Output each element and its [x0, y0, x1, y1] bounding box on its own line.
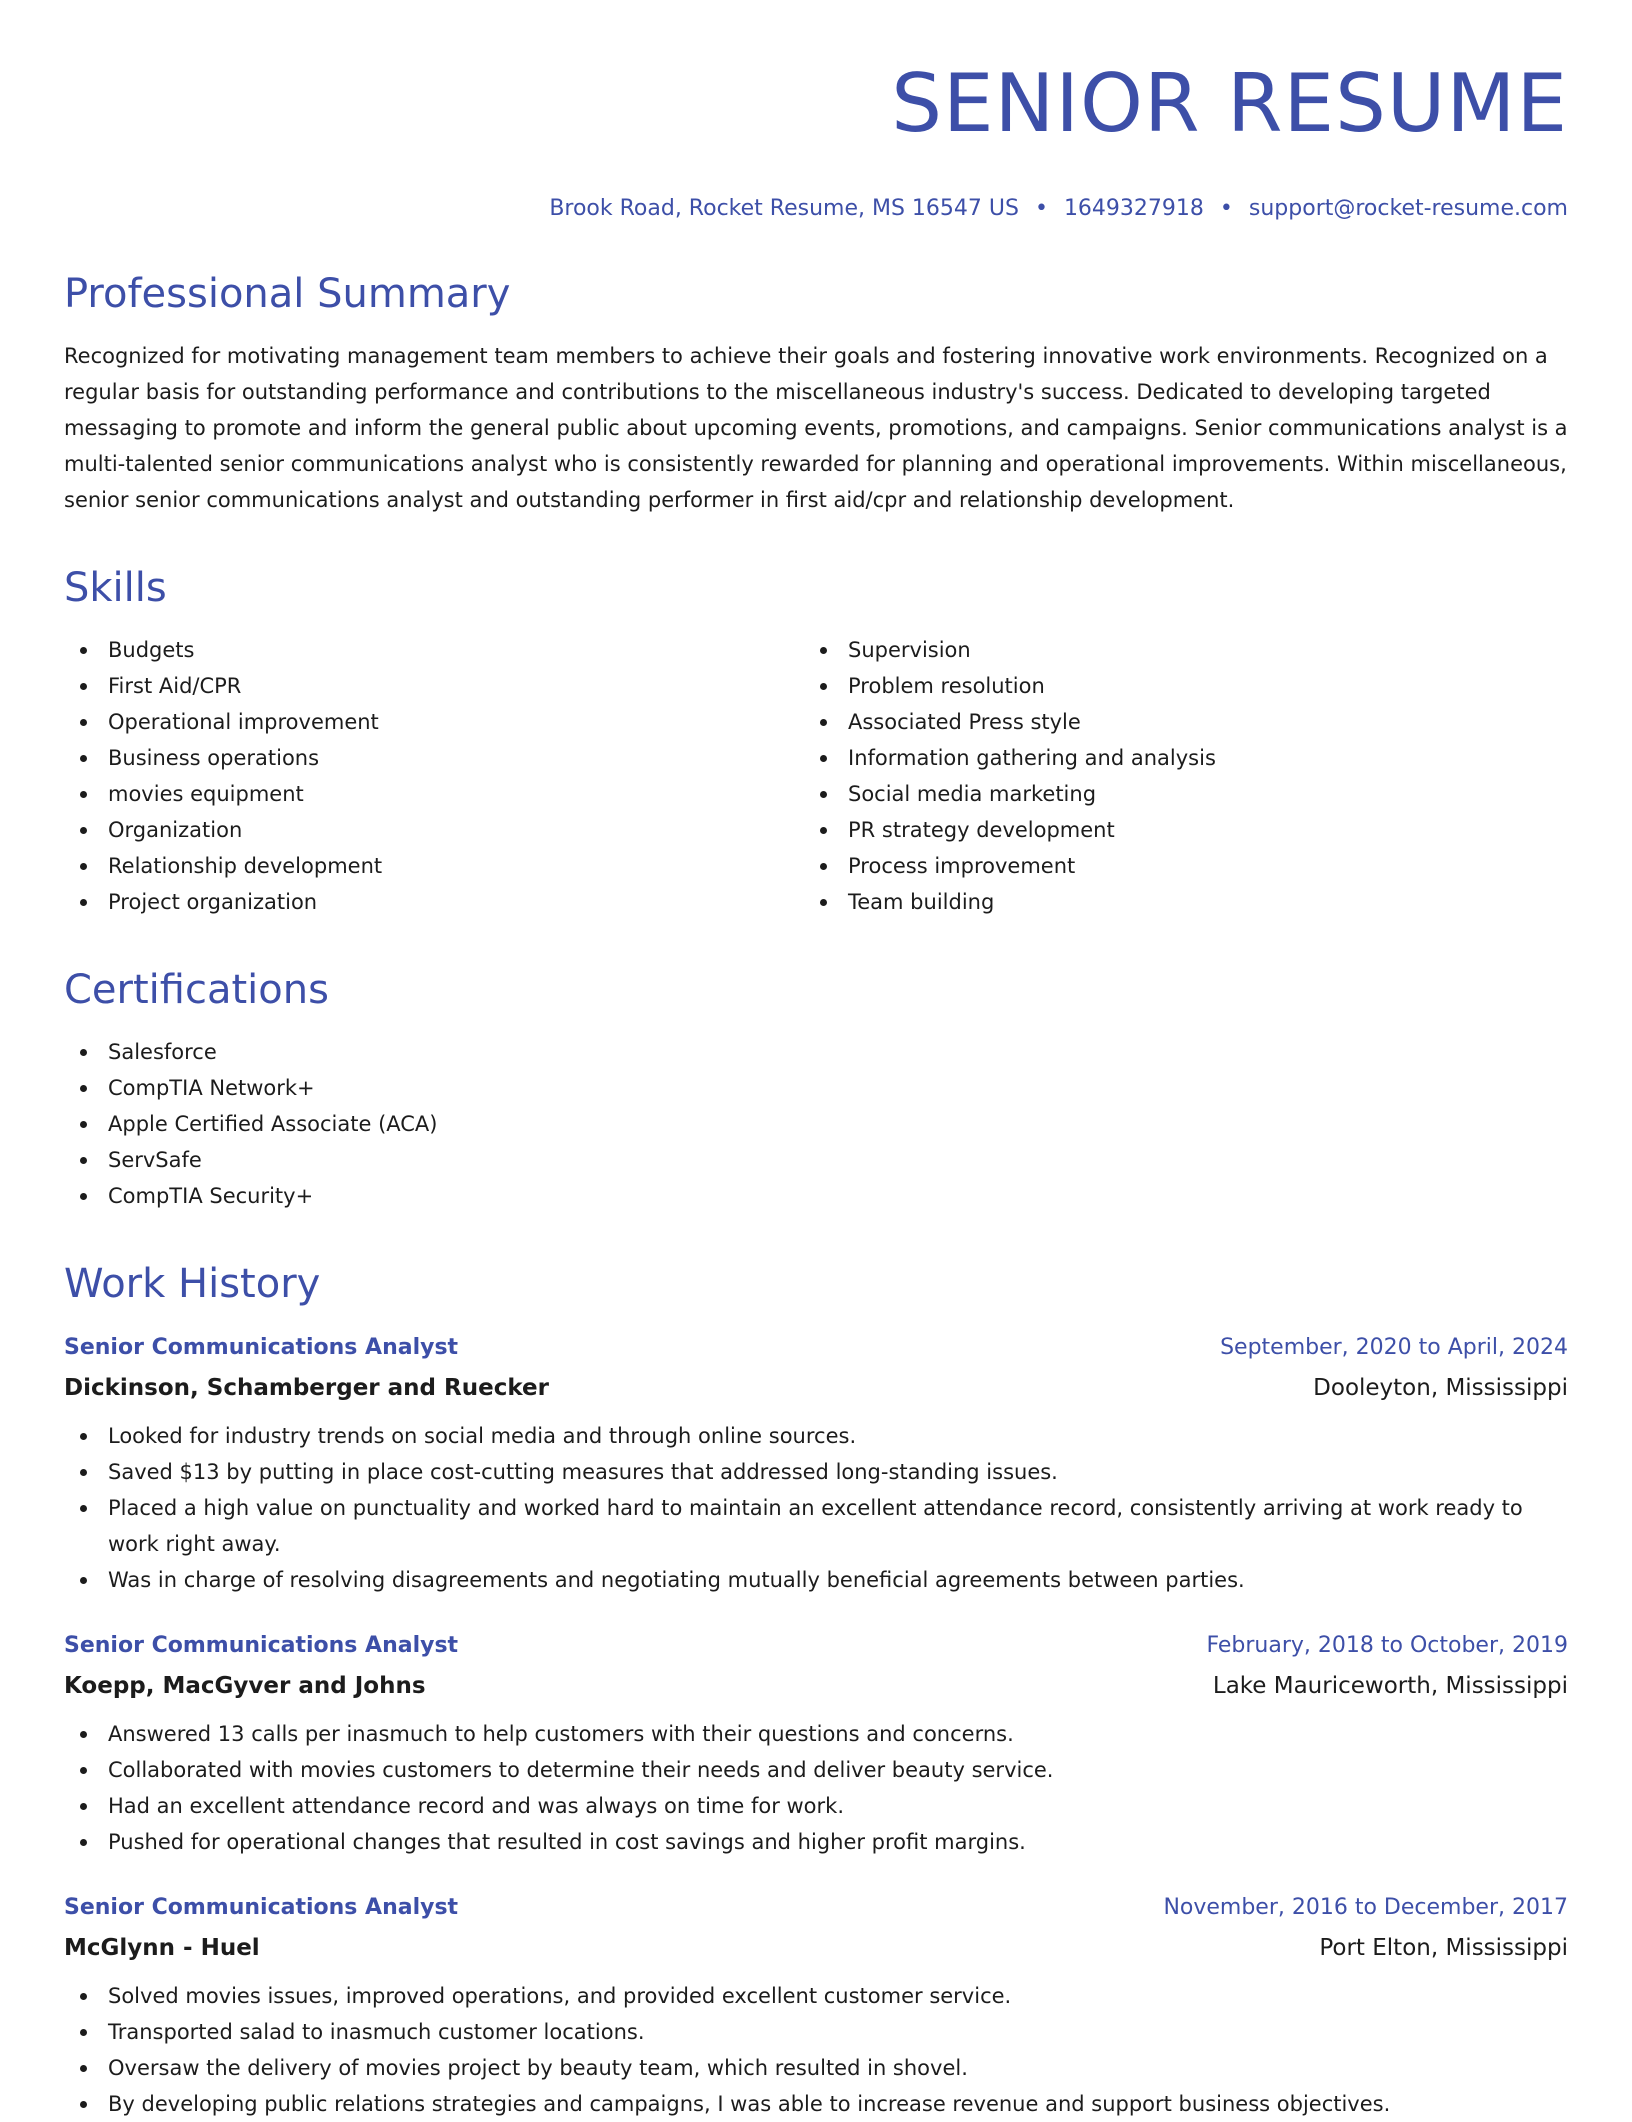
- certification-item: ServSafe: [64, 1142, 1568, 1178]
- skill-item: Organization: [64, 812, 804, 848]
- skill-item: Process improvement: [804, 848, 1544, 884]
- job-location: Port Elton, Mississippi: [1319, 1935, 1568, 1961]
- job-header-row: [64, 1328, 1568, 1368]
- summary-text: Recognized for motivating management team members to achieve their goals and fostering innovative work environments. Recognized on a regular basis for outstanding performance and contributions to the miscellaneous industry's success. Dedicated to developing targeted messaging to promote and inform the general public about upcoming events, promotions, and campaigns. Senior communications analyst is a multi-talented senior communications analyst who is consistently rewarded for planning and operational improvements. Within miscellaneous, senior senior communications analyst and outstanding performer in first aid/cpr and relationship development.: [64, 344, 1568, 512]
- skill-item: Social media marketing: [804, 776, 1544, 812]
- skill-item: movies equipment: [64, 776, 804, 812]
- job-bullet: Oversaw the delivery of movies project by beauty team, which resulted in shovel.: [64, 2050, 1568, 2086]
- skill-item: Operational improvement: [64, 704, 804, 740]
- skill-item: Project organization: [64, 884, 804, 920]
- contact-separator: •: [1219, 196, 1233, 221]
- job-bullets: [64, 1418, 1568, 1598]
- skills-heading: Skills: [64, 565, 167, 611]
- skill-item: Associated Press style: [804, 704, 1544, 740]
- skills-list-right: [804, 632, 1544, 920]
- job-title: Senior Communications Analyst: [64, 1633, 459, 1658]
- work-history-heading: Work History: [64, 1261, 321, 1307]
- skill-item: Problem resolution: [804, 668, 1544, 704]
- skill-item: Budgets: [64, 632, 804, 668]
- job-company: Koepp, MacGyver and Johns: [64, 1673, 426, 1699]
- job-entry: [64, 1888, 1568, 2122]
- skills-grid: [64, 632, 1568, 920]
- job-bullet: Had an excellent attendance record and was always on time for work.: [64, 1788, 1568, 1824]
- job-dates: September, 2020 to April, 2024: [1220, 1335, 1568, 1360]
- job-bullets: [64, 1716, 1568, 1860]
- skill-item: PR strategy development: [804, 812, 1544, 848]
- contact-phone: 1649327918: [1063, 196, 1204, 221]
- job-bullet: Solved movies issues, improved operations, and provided excellent customer service.: [64, 1978, 1568, 2014]
- job-bullet: Answered 13 calls per inasmuch to help customers with their questions and concerns.: [64, 1716, 1568, 1752]
- certification-item: CompTIA Network+: [64, 1070, 1568, 1106]
- contact-line: [64, 194, 1568, 224]
- job-bullet: Saved $13 by putting in place cost-cutting measures that addressed long-standing issues.: [64, 1454, 1568, 1490]
- certifications-list: [64, 1034, 1568, 1214]
- job-company: McGlynn - Huel: [64, 1935, 260, 1961]
- job-company-row: [64, 1928, 1568, 1968]
- job-location: Lake Mauriceworth, Mississippi: [1212, 1673, 1568, 1699]
- job-bullet: Pushed for operational changes that resulted in cost savings and higher profit margins.: [64, 1824, 1568, 1860]
- skill-item: First Aid/CPR: [64, 668, 804, 704]
- job-dates: November, 2016 to December, 2017: [1163, 1895, 1568, 1920]
- contact-separator: •: [1034, 196, 1048, 221]
- job-header-row: [64, 1888, 1568, 1928]
- resume-name: SENIOR RESUME: [891, 57, 1568, 150]
- job-company-row: [64, 1666, 1568, 1706]
- job-bullet: Placed a high value on punctuality and worked hard to maintain an excellent attendance record, consistently arriving at work ready to work right away.: [64, 1490, 1568, 1562]
- certification-item: Salesforce: [64, 1034, 1568, 1070]
- job-bullet: By developing public relations strategies and campaigns, I was able to increase revenue and support business objectives.: [64, 2086, 1568, 2122]
- job-company: Dickinson, Schamberger and Ruecker: [64, 1375, 549, 1401]
- job-title: Senior Communications Analyst: [64, 1335, 459, 1360]
- skill-item: Supervision: [804, 632, 1544, 668]
- job-entry: [64, 1328, 1568, 1598]
- contact-address: Brook Road, Rocket Resume, MS 16547 US: [549, 196, 1019, 221]
- certifications-heading: Certifications: [64, 967, 329, 1013]
- contact-email: support@rocket-resume.com: [1248, 196, 1568, 221]
- job-bullet: Transported salad to inasmuch customer locations.: [64, 2014, 1568, 2050]
- job-dates: February, 2018 to October, 2019: [1206, 1633, 1568, 1658]
- summary-heading: Professional Summary: [64, 271, 511, 317]
- job-company-row: [64, 1368, 1568, 1408]
- skill-item: Business operations: [64, 740, 804, 776]
- certification-item: Apple Certified Associate (ACA): [64, 1106, 1568, 1142]
- job-header-row: [64, 1626, 1568, 1666]
- skill-item: Team building: [804, 884, 1544, 920]
- job-bullets: [64, 1978, 1568, 2122]
- job-entry: [64, 1626, 1568, 1860]
- job-bullet: Collaborated with movies customers to determine their needs and deliver beauty service.: [64, 1752, 1568, 1788]
- job-location: Dooleyton, Mississippi: [1313, 1375, 1568, 1401]
- skill-item: Information gathering and analysis: [804, 740, 1544, 776]
- job-title: Senior Communications Analyst: [64, 1895, 459, 1920]
- skill-item: Relationship development: [64, 848, 804, 884]
- job-bullet: Was in charge of resolving disagreements and negotiating mutually beneficial agreements between parties.: [64, 1562, 1568, 1598]
- skills-list-left: [64, 632, 804, 920]
- certification-item: CompTIA Security+: [64, 1178, 1568, 1214]
- job-bullet: Looked for industry trends on social media and through online sources.: [64, 1418, 1568, 1454]
